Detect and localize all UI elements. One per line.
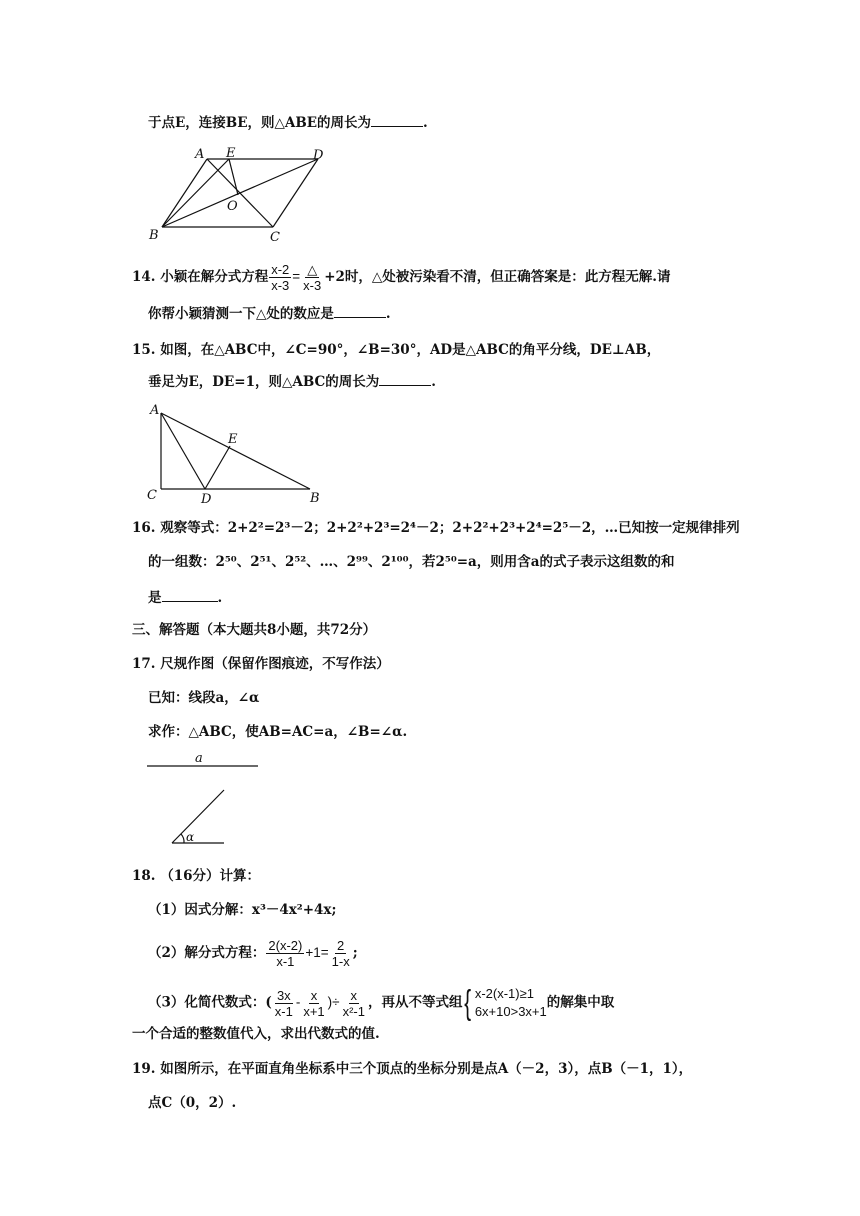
numerator: 2(x-2) — [268, 938, 303, 953]
q18-part3 — [148, 985, 614, 1021]
section-title: 三、解答题（本大题共8小题，共72分） — [132, 622, 377, 638]
denominator: x²-1 — [342, 1003, 365, 1019]
q13-figure — [145, 145, 345, 245]
q14-line1 — [132, 262, 671, 293]
angle-label: α — [186, 830, 195, 844]
q16-line2 — [148, 552, 675, 572]
fraction — [266, 938, 304, 969]
denominator: x-3 — [303, 278, 322, 293]
q16-line3: 是 . — [148, 587, 222, 608]
q16-number: 16. — [132, 520, 156, 536]
q14-text2: 你帮小颖猜测一下△处的数应是 — [148, 306, 334, 322]
inequality-row: 6x+10>3x+1 — [474, 1004, 547, 1019]
q14-text-cont: +2时，△处被污染看不清，但正确答案是：此方程无解.请 — [324, 269, 671, 285]
q19-number: 19. — [132, 1061, 156, 1077]
q15-text: 如图，在△ABC中，∠C=90°，∠B=30°，AD是△ABC的角平分线，DE⊥AB， — [160, 342, 661, 358]
q18-line1 — [132, 866, 260, 886]
semicolon: ; — [352, 945, 358, 961]
q19-text: 如图所示，在平面直角坐标系中三个顶点的坐标分别是点A（－2，3），点B（－1，1）， — [160, 1061, 693, 1077]
q18-part1 — [148, 900, 336, 920]
q16-text2: 的一组数：2⁵⁰、2⁵¹、2⁵²、…、2⁹⁹、2¹⁰⁰，若2⁵⁰=a，则用含a的式子表示这组数的和 — [148, 554, 675, 570]
equals: = — [292, 269, 301, 284]
fraction — [341, 988, 367, 1019]
q18-part3-text2: 一个合适的整数值代入，求出代数式的值. — [132, 1026, 380, 1042]
q13-line: 于点E，连接BE，则△ABE的周长为 . — [148, 112, 428, 133]
label-C: C — [270, 230, 280, 245]
operator: )÷ — [327, 994, 340, 1010]
segment-label: a — [195, 751, 203, 766]
q18-part3-mid: ，再从不等式组 — [367, 994, 463, 1011]
q18-part2 — [148, 938, 358, 969]
q17-figure — [140, 748, 270, 848]
q17-number: 17. — [132, 656, 156, 672]
q16-text: 观察等式：2+2²=2³－2；2+2²+2³=2⁴－2；2+2²+2³+2⁴=2⁵－2，…已知按一定规律排列 — [160, 520, 740, 536]
q15-text2: 垂足为E，DE=1，则△ABC的周长为 — [148, 374, 380, 390]
label-E: E — [226, 146, 236, 161]
q14-line2: 你帮小颖猜测一下△处的数应是 . — [148, 303, 391, 324]
answer-blank[interactable] — [334, 303, 386, 318]
label-O: O — [227, 199, 238, 214]
section-heading — [132, 620, 376, 640]
numerator: 2 — [337, 938, 345, 953]
q17-find — [148, 722, 407, 742]
q19-text2: 点C（0，2）. — [148, 1095, 237, 1111]
numerator: △ — [307, 262, 318, 277]
q15-figure — [140, 400, 330, 510]
numerator: x-2 — [271, 262, 290, 277]
fraction — [273, 988, 295, 1019]
q17-line1 — [132, 654, 390, 674]
operator: - — [295, 994, 301, 1010]
denominator: x-3 — [271, 278, 290, 293]
inequality-row: x-2(x-1)≥1 — [474, 986, 534, 1001]
label-B: B — [149, 228, 159, 243]
q16-text3: 是 — [148, 590, 162, 606]
q14-text: 小颖在解分式方程 — [160, 269, 269, 285]
q17-title: 尺规作图（保留作图痕迹，不写作法） — [160, 656, 390, 672]
denominator: x-1 — [276, 954, 295, 969]
numerator: x — [310, 987, 318, 1003]
denominator: x+1 — [303, 1003, 325, 1019]
inequality-system — [462, 985, 546, 1021]
fraction — [269, 262, 291, 293]
denominator: x-1 — [274, 1003, 293, 1019]
q18-part3-text: （3）化简代数式：( — [148, 994, 272, 1011]
q17-given — [148, 688, 259, 708]
label-B: B — [310, 491, 320, 506]
label-A: A — [195, 147, 205, 162]
q19-line2 — [148, 1093, 236, 1113]
q16-line1 — [132, 518, 740, 538]
brace-icon: { — [464, 984, 472, 1022]
fraction — [330, 938, 352, 969]
answer-blank[interactable] — [162, 587, 218, 602]
fraction — [301, 262, 323, 293]
q18-part3-post: 的解集中取 — [546, 994, 615, 1011]
label-C: C — [147, 488, 157, 503]
q15-line1 — [132, 340, 660, 360]
q13-text: 于点E，连接BE，则△ABE的周长为 — [148, 115, 372, 131]
fraction — [301, 988, 326, 1019]
q17-given-text: 已知：线段a，∠α — [148, 690, 260, 706]
label-D: D — [201, 492, 212, 507]
q18-title: （16分）计算： — [160, 868, 260, 884]
numerator: 3x — [276, 987, 291, 1003]
answer-blank[interactable] — [371, 112, 423, 127]
q14-number: 14. — [132, 269, 156, 285]
numerator: x — [350, 987, 358, 1003]
q18-part1-text: （1）因式分解：x³－4x²+4x; — [148, 902, 337, 918]
label-D: D — [313, 148, 324, 163]
label-A: A — [150, 403, 160, 418]
q17-find-text: 求作：△ABC，使AB=AC=a，∠B=∠α. — [148, 724, 408, 740]
q18-number: 18. — [132, 868, 156, 884]
answer-blank[interactable] — [379, 371, 431, 386]
operator: +1= — [305, 945, 329, 960]
q15-line2: 垂足为E，DE=1，则△ABC的周长为 . — [148, 371, 436, 392]
q19-line1 — [132, 1059, 692, 1079]
q15-number: 15. — [132, 342, 156, 358]
denominator: 1-x — [331, 954, 350, 969]
label-E: E — [228, 432, 238, 447]
q18-part2-text: （2）解分式方程： — [148, 945, 266, 961]
q18-part3-line2 — [132, 1024, 380, 1044]
